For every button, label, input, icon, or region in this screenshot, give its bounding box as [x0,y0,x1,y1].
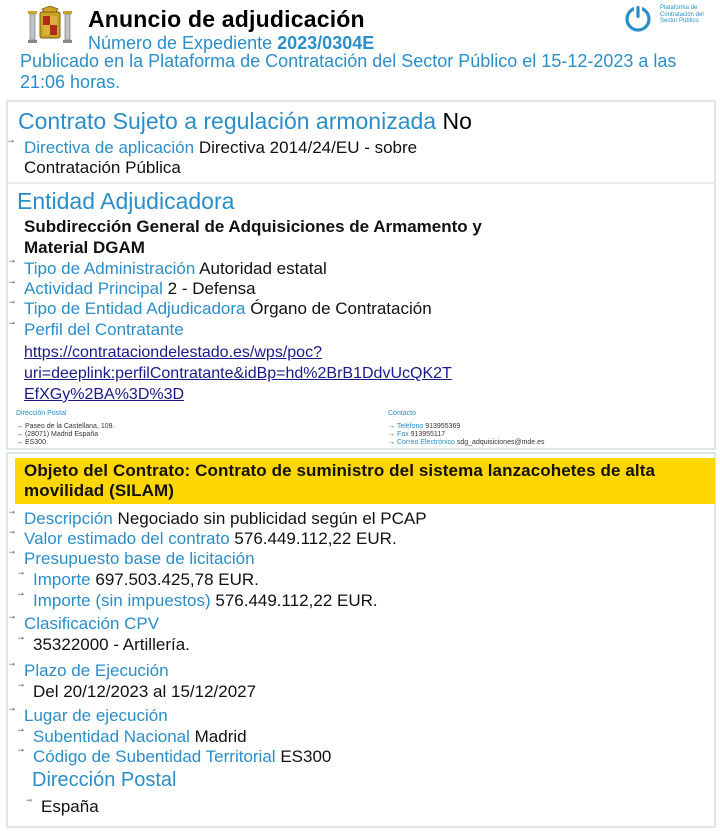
directiva-value-cont: Contratación Pública [24,158,181,177]
cpv-value: 35322000 - Artillería. [33,635,190,654]
logo-text: Plataforma de Contratación del Sector Público [660,5,704,24]
entidad-name-cont: Material DGAM [24,238,145,257]
divider [7,182,715,184]
subentidad-row: Subentidad Nacional Madrid [33,727,247,746]
directiva-row [24,138,417,158]
direccion-line: → Paseo de la Castellana, 109. [16,423,115,430]
directiva-label: Directiva de aplicación [24,138,195,157]
direccion-line: → ES300 [16,439,46,446]
entidad-name: Subdirección General de Adquisiciones de Armamento y [24,217,482,236]
coat-of-arms-icon [26,6,74,46]
objeto-heading: Objeto del Contrato: Contrato de suministro del sistema lanzacohetes de alta movilidad (SILAM) [24,461,656,500]
direccion-line: → (28071) Madrid España [16,431,99,438]
perfil-label: Perfil del Contratante [24,320,184,339]
pais-value: España [41,797,99,816]
expediente-label: Número de Expediente [88,33,273,53]
contacto-email[interactable]: → Correo Electrónico sdg_adquisiciones@mde.es [388,439,545,446]
plazo-label: Plazo de Ejecución [24,661,169,680]
perfil-link[interactable]: https://contrataciondelestado.es/wps/poc? uri=deeplink:perfilContratante&idBp=hd%2BrB1DdvUcQK2T EfXGy%2BA%3D%3D [24,344,452,403]
contrato-heading: Contrato Sujeto a regulación armonizada No [18,108,472,134]
tipo-entidad-row: Tipo de Entidad Adjudicadora Órgano de Contratación [24,299,432,318]
contacto-fax: → Fax 913955117 [388,431,446,438]
direccion-postal-heading: Dirección Postal [32,769,177,791]
tipo-admin-row: Tipo de Administración Autoridad estatal [24,259,327,278]
actividad-row: Actividad Principal 2 - Defensa [24,279,256,298]
plazo-value: Del 20/12/2023 al 15/12/2027 [33,682,257,701]
codigo-row: Código de Subentidad Territorial ES300 [33,747,332,766]
valor-row: Valor estimado del contrato 576.449.112,22 EUR. [24,529,397,548]
direccion-small-heading: Dirección Postal [16,410,67,417]
page-title: Anuncio de adjudicación [88,6,365,32]
contacto-tel: → Teléfono 913955369 [388,423,461,430]
descripcion-row: Descripción Negociado sin publicidad según el PCAP [24,509,427,528]
contacto-small-heading: Contacto [388,410,417,417]
contrato-heading-value: No [442,108,472,134]
cpv-label: Clasificación CPV [24,614,160,633]
lugar-label: Lugar de ejecución [24,706,168,725]
entidad-heading: Entidad Adjudicadora [17,188,235,214]
importe-sin-row: Importe (sin impuestos) 576.449.112,22 EUR. [33,591,378,610]
directiva-value: Directiva 2014/24/EU - sobre [198,138,418,157]
expediente-value: 2023/0304E [277,33,375,53]
importe-row: Importe 697.503.425,78 EUR. [33,570,259,589]
presupuesto-label: Presupuesto base de licitación [24,549,255,568]
published-line: Publicado en la Plataforma de Contratación del Sector Público el 15-12-2023 a las 21:06 horas. [20,51,677,92]
